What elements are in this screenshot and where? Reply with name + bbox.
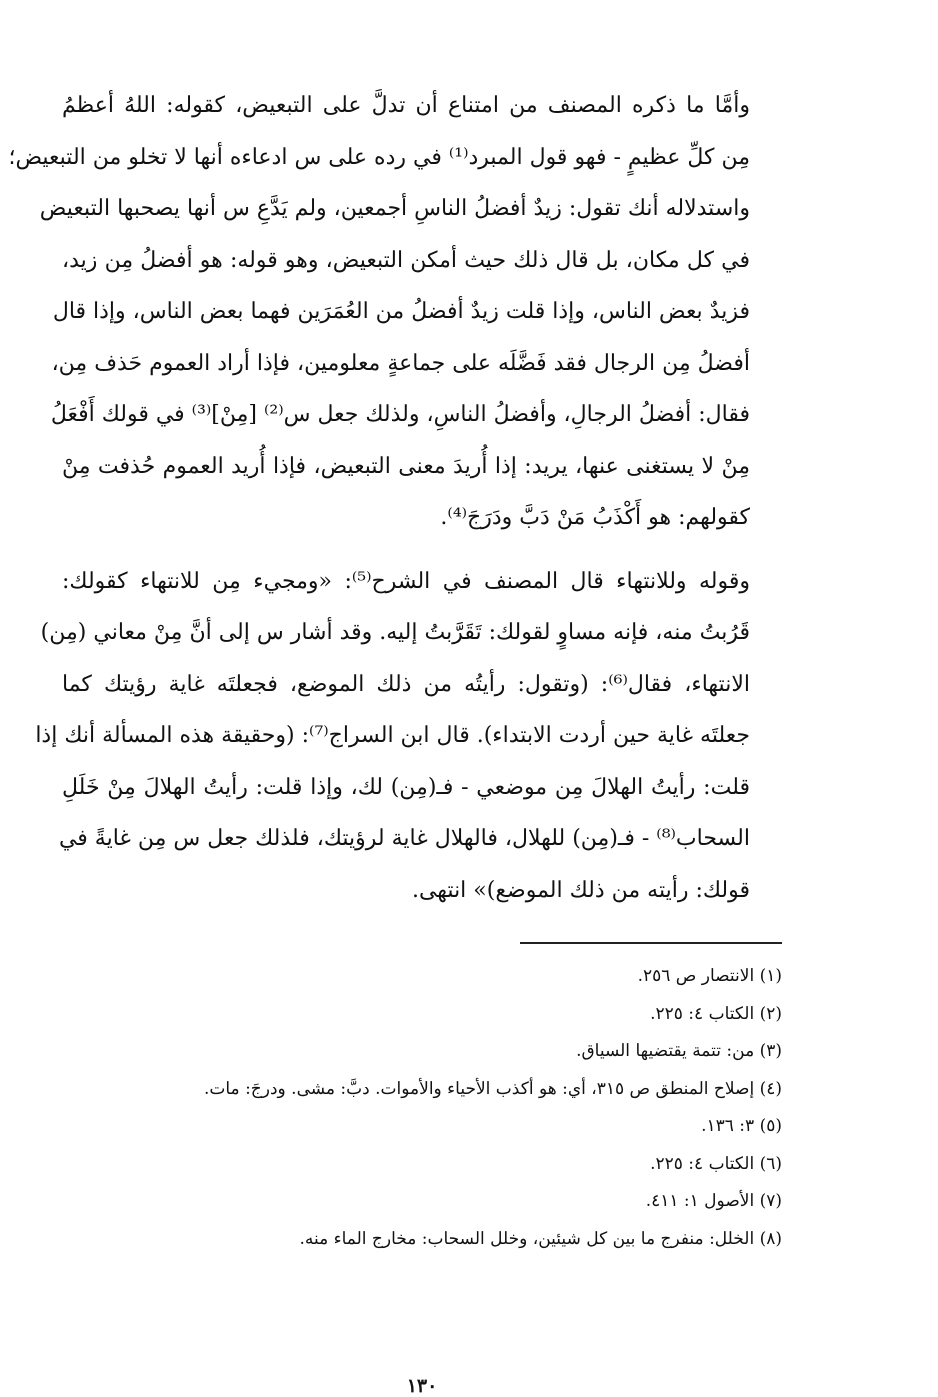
text-line: وأمَّا ما ذكره المصنف من امتناع أن تدلَّ على التبعيض، كقوله: اللهُ أعظمُ — [62, 93, 750, 118]
text-line: مِن كلِّ عظيمٍ - فهو قول المبرد⁽¹⁾ في رده على س ادعاءه أنها لا تخلو من التبعيض؛ — [8, 144, 750, 170]
text-line: الانتهاء، فقال⁽⁶⁾: (وتقول: رأيتُه من ذلك الموضع، فجعلتَه غاية رؤيتك كما — [62, 671, 750, 697]
paragraph-2 — [35, 556, 782, 917]
text-line: قلت: رأيتُ الهلالَ مِن موضعي - فـ(مِن) لك، وإذا قلت: رأيتُ الهلالَ مِنْ خَلَلِ — [62, 774, 750, 800]
text-line: وقوله وللانتهاء قال المصنف في الشرح⁽⁵⁾: «ومجيء مِن للانتهاء كقولك: — [62, 568, 750, 594]
footnote-item: (٥) ٣: ١٣٦. — [701, 1116, 782, 1136]
footnote-item: (١) الانتصار ص ٢٥٦. — [637, 966, 782, 986]
text-line: جعلتَه غاية حين أردت الابتداء). قال ابن السراج⁽⁷⁾: (وحقيقة هذه المسألة أنك إذا — [35, 723, 750, 748]
footnote-item: (٤) إصلاح المنطق ص ٣١٥، أي: هو أكذب الأحياء والأموات. دبَّ: مشى. ودرجَ: مات. — [203, 1078, 782, 1099]
text-line: كقولهم: هو أَكْذَبُ مَنْ دَبَّ ودَرَجَ⁽⁴⁾. — [440, 505, 750, 530]
text-line: مِنْ لا يستغنى عنها، يريد: إذا أُريدَ معنى التبعيض، فإذا أُريد العموم حُذفت مِنْ — [62, 453, 750, 479]
text-line: واستدلاله أنك تقول: زيدٌ أفضلُ الناسِ أجمعين، ولم يَدَّعِ س أنها يصحبها التبعيض — [39, 196, 750, 221]
main-text — [8, 80, 782, 916]
footnotes-list — [62, 958, 782, 1258]
footnote-item: (٨) الخلل: منفرج ما بين كل شيئين، وخلل السحاب: مخارج الماء منه. — [299, 1228, 782, 1249]
document-page — [8, 80, 782, 1397]
text-line: أفضلُ مِن الرجال فقد فَضَّلَه على جماعةٍ معلومين، فإذا أراد العموم حَذف مِن، — [51, 350, 750, 376]
text-line: قَرُبتُ منه، فإنه مساوٍ لقولك: تَقَرَّبتُ إليه. وقد أشار س إلى أنَّ مِنْ معاني (مِن) — [40, 620, 750, 645]
footnote-item: (٣) من: تتمة يقتضيها السياق. — [576, 1041, 782, 1061]
text-line: السحاب⁽⁸⁾ - فـ(مِن) للهلال، فالهلال غاية لرؤيتك، فلذلك جعل س مِن غايةً في — [58, 826, 750, 851]
footnote-item: (٦) الكتاب ٤: ٢٢٥. — [650, 1153, 782, 1174]
text-line: فزيدٌ بعض الناس، وإذا قلت زيدٌ أفضلُ من العُمَرَين فهما بعض الناس، وإذا قال — [52, 299, 750, 324]
paragraph-1 — [8, 80, 782, 544]
footnote-item: (٧) الأصول ١: ٤١١. — [645, 1191, 782, 1211]
footnote-separator — [520, 942, 782, 944]
text-line: في كل مكان، بل قال ذلك حيث أمكن التبعيض، وهو قوله: هو أفضلُ مِن زيد، — [62, 247, 750, 273]
text-line: قولك: رأيته من ذلك الموضع)» انتهى. — [411, 877, 750, 903]
page-number: ١٣٠ — [406, 1375, 438, 1397]
text-line: فقال: أفضلُ الرجالِ، وأفضلُ الناسِ، ولذلك جعل س⁽²⁾ [مِنْ]⁽³⁾ في قولك أَفْعَلُ — [50, 402, 750, 427]
footnote-item: (٢) الكتاب ٤: ٢٢٥. — [650, 1003, 782, 1024]
